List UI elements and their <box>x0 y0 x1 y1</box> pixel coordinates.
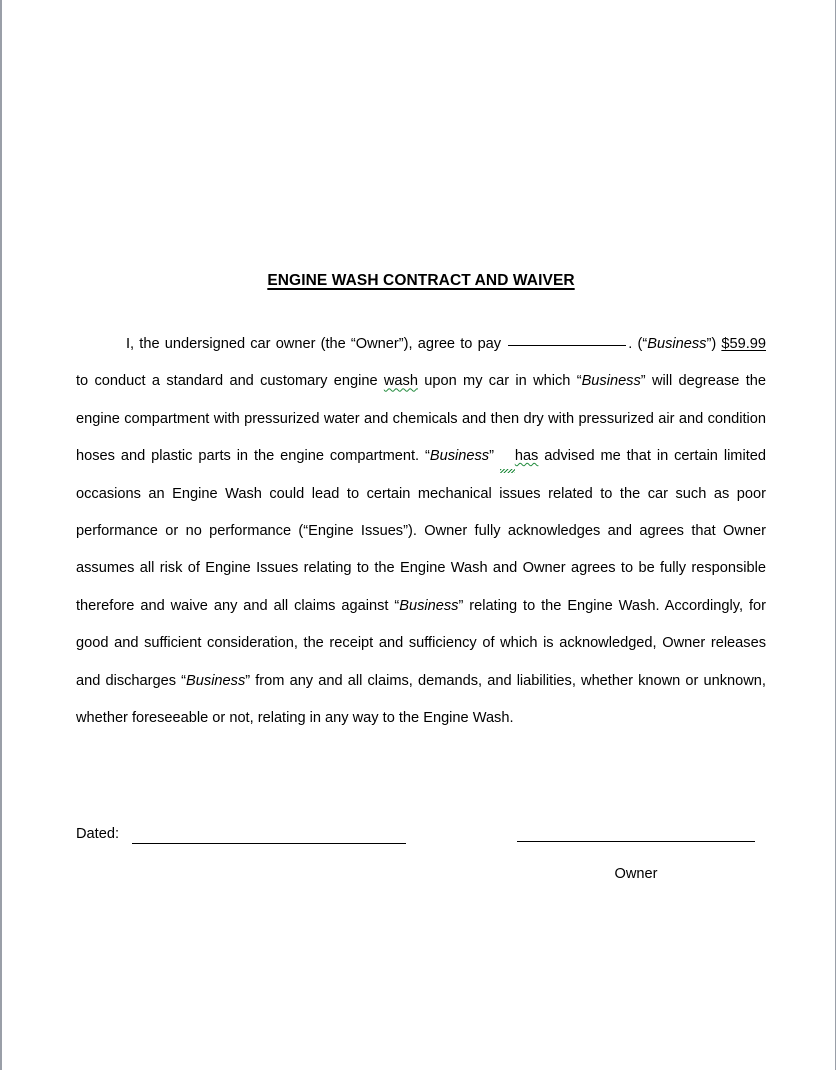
paragraph-segment-2: . (“ <box>628 336 648 352</box>
paragraph-segment-8: advised me that in certain limited occasions an Engine Wash could lead to certain mechanical issues related to the car such as poor performance or no performance (“Engine Issues”). Owner fully acknowledges and agrees that Owner assumes all risk of Engine Issues relating to the Engine Wash and Owner agrees to be fully responsible therefore and waive any and all claims against “ <box>76 448 766 614</box>
owner-label: Owner <box>614 866 658 882</box>
paragraph-segment-7: ” <box>489 448 500 465</box>
contract-amount: $59.99 <box>721 336 766 352</box>
paragraph-segment-4: to conduct a standard and customary engine <box>76 373 384 390</box>
business-term-2: Business <box>581 373 641 390</box>
payment-blank-field[interactable] <box>508 345 626 346</box>
owner-signature-line[interactable] <box>517 841 755 842</box>
signature-row <box>76 823 766 882</box>
business-term-5: Business <box>186 672 246 689</box>
paragraph-segment-6: ” will degrease the engine compartment with pressurized water and chemicals and then dry with pressurized air and condition hoses and plastic parts in the engine compartment. “ <box>76 373 766 465</box>
document-body <box>76 272 766 737</box>
paragraph-segment-5: upon my car in which “ <box>417 373 582 390</box>
spellcheck-word-has: has <box>514 448 539 465</box>
dated-input-line[interactable] <box>132 843 406 844</box>
page-title <box>76 272 766 290</box>
contract-paragraph <box>76 326 766 737</box>
signature-block <box>76 823 766 882</box>
business-term-3: Business <box>429 448 490 465</box>
paragraph-segment-10: ” from any and all claims, demands, and liabilities, whether known or unknown, whether foreseeable or not, relating in any way to the Engine Wash. <box>76 672 766 727</box>
business-term-4: Business <box>399 597 459 614</box>
page-title-text: ENGINE WASH CONTRACT AND WAIVER <box>267 272 575 289</box>
spellcheck-mark-icon <box>500 461 515 476</box>
dated-label: Dated: <box>76 826 119 842</box>
spellcheck-word-wash: wash <box>383 373 418 390</box>
business-term-1: Business <box>647 336 707 352</box>
paragraph-segment-9: ” relating to the Engine Wash. Accordingly, for good and sufficient consideration, the receipt and sufficiency of which is acknowledged, Owner releases and discharges “ <box>76 597 766 689</box>
paragraph-segment-1: I, the undersigned car owner (the “Owner”), agree to pay <box>126 336 507 352</box>
paragraph-segment-3: ”) <box>706 336 722 352</box>
